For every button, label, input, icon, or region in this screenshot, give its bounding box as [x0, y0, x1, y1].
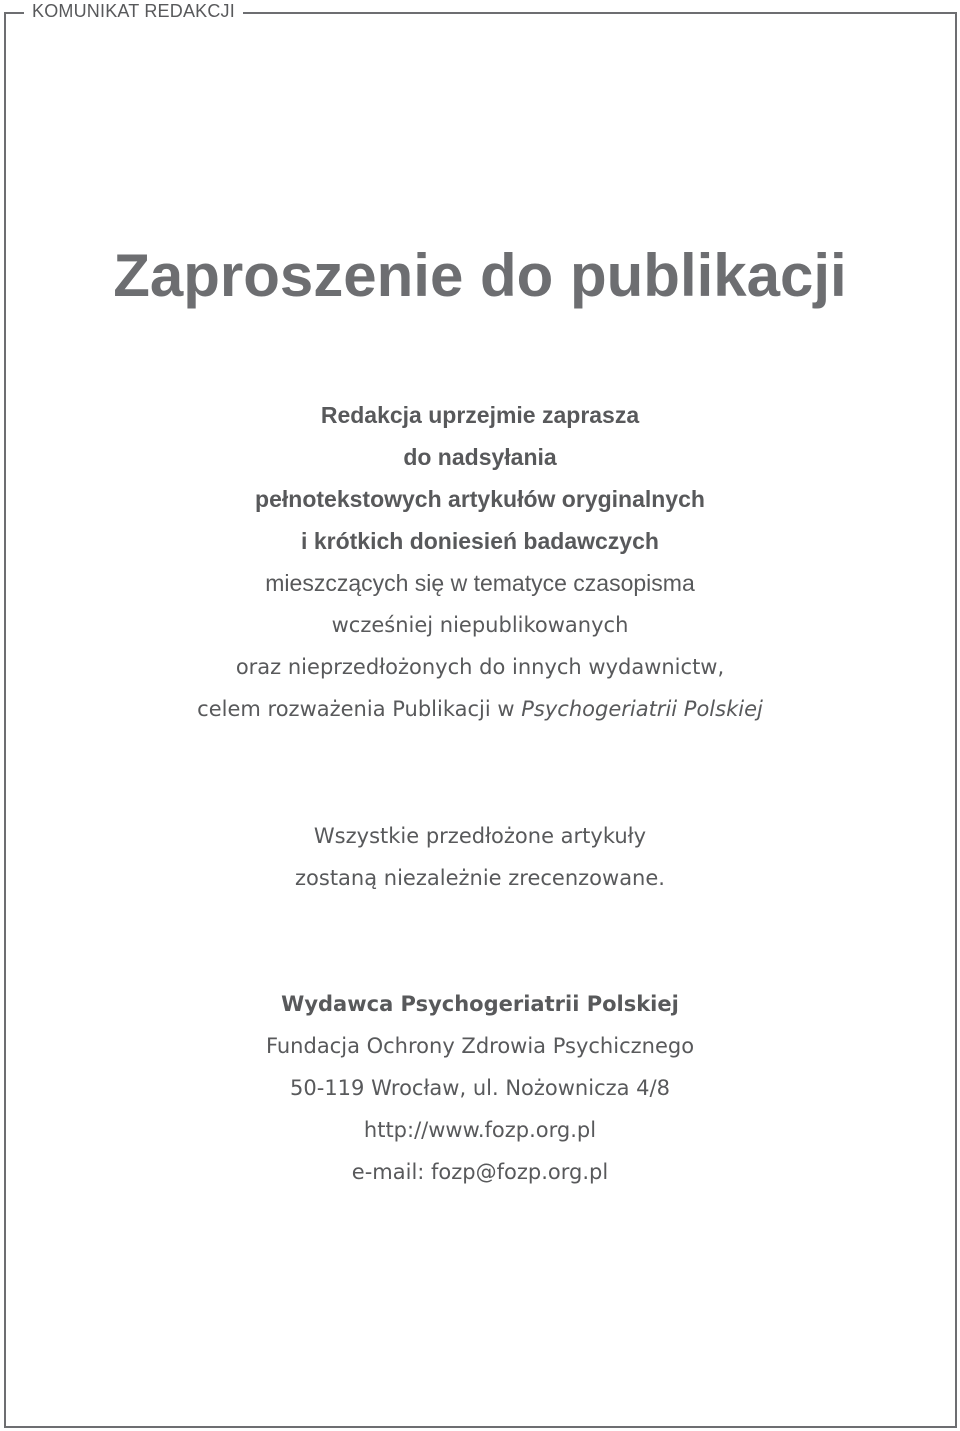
publisher-email: e-mail: fozp@fozp.org.pl [351, 1160, 609, 1184]
intro-line-8 [0, 688, 960, 730]
section-label: KOMUNIKAT REDAKCJI [24, 0, 243, 22]
publisher-organization: Fundacja Ochrony Zdrowia Psychicznego [265, 1034, 695, 1058]
invitation-text [0, 394, 960, 730]
publisher-website: http://www.fozp.org.pl [363, 1118, 597, 1142]
intro-line-3: pełnotekstowych artykułów oryginalnych [255, 486, 705, 512]
review-notice [0, 815, 960, 899]
intro-line-1: Redakcja uprzejmie zaprasza [320, 402, 640, 428]
publisher-name: Wydawca Psychogeriatrii Polskiej [281, 992, 679, 1016]
intro-line-5: mieszczących się w tematyce czasopisma [265, 570, 695, 596]
intro-line-8-text: celem rozważenia Publikacji w [197, 697, 522, 721]
intro-line-4: i krótkich doniesień badawczych [301, 528, 659, 554]
intro-line-2: do nadsyłania [403, 444, 557, 470]
review-line-2: zostaną niezależnie zrecenzowane. [295, 866, 665, 890]
review-line-1: Wszystkie przedłożone artykuły [313, 824, 647, 848]
intro-line-7: oraz nieprzedłożonych do innych wydawnictw, [235, 655, 725, 679]
publisher-address: 50-119 Wrocław, ul. Nożownicza 4/8 [290, 1076, 670, 1100]
publisher-info [0, 983, 960, 1193]
page-title: Zaproszenie do publikacji [113, 242, 847, 309]
intro-line-6: wcześniej niepublikowanych [331, 613, 629, 637]
journal-name: Psychogeriatrii Polskiej [521, 697, 763, 721]
